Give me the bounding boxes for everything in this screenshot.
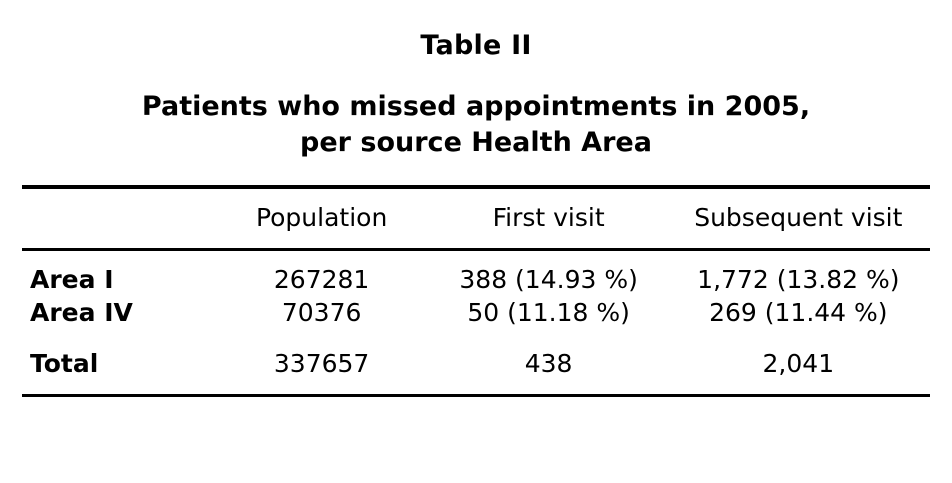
cell-first-visit: 50 (11.18 %)	[467, 297, 630, 327]
table-header	[22, 189, 930, 248]
row-label-area-iv: Area IV	[30, 297, 133, 327]
table-row	[22, 296, 930, 329]
column-header-population: Population	[255, 202, 388, 232]
cell-subsequent-visit: 269 (11.44 %)	[709, 297, 888, 327]
column-header-row-label	[22, 189, 213, 248]
table-row	[22, 251, 930, 296]
table-total-row	[22, 329, 930, 394]
cell-subsequent-visit: 1,772 (13.82 %)	[697, 264, 900, 294]
cell-population: 70376	[281, 297, 362, 327]
cell-first-visit: 388 (14.93 %)	[459, 264, 638, 294]
cell-total-first-visit: 438	[524, 348, 573, 378]
cell-total-subsequent-visit: 2,041	[762, 348, 835, 378]
column-header-first-visit: First visit	[492, 202, 605, 232]
row-label-total: Total	[30, 348, 99, 378]
table-title-line-1: Patients who missed appointments in 2005,	[141, 91, 811, 122]
table-title	[22, 61, 930, 161]
table-title-line-2: per source Health Area	[300, 126, 652, 158]
cell-population: 267281	[273, 264, 370, 294]
table-header-row	[22, 189, 930, 248]
cell-total-population: 337657	[273, 348, 370, 378]
row-label-area-i: Area I	[30, 264, 114, 294]
column-header-subsequent-visit: Subsequent visit	[694, 202, 903, 232]
data-table-body	[22, 251, 930, 394]
bottom-spacer	[22, 397, 930, 407]
data-table	[22, 189, 930, 248]
table-number: Table II	[420, 30, 532, 61]
